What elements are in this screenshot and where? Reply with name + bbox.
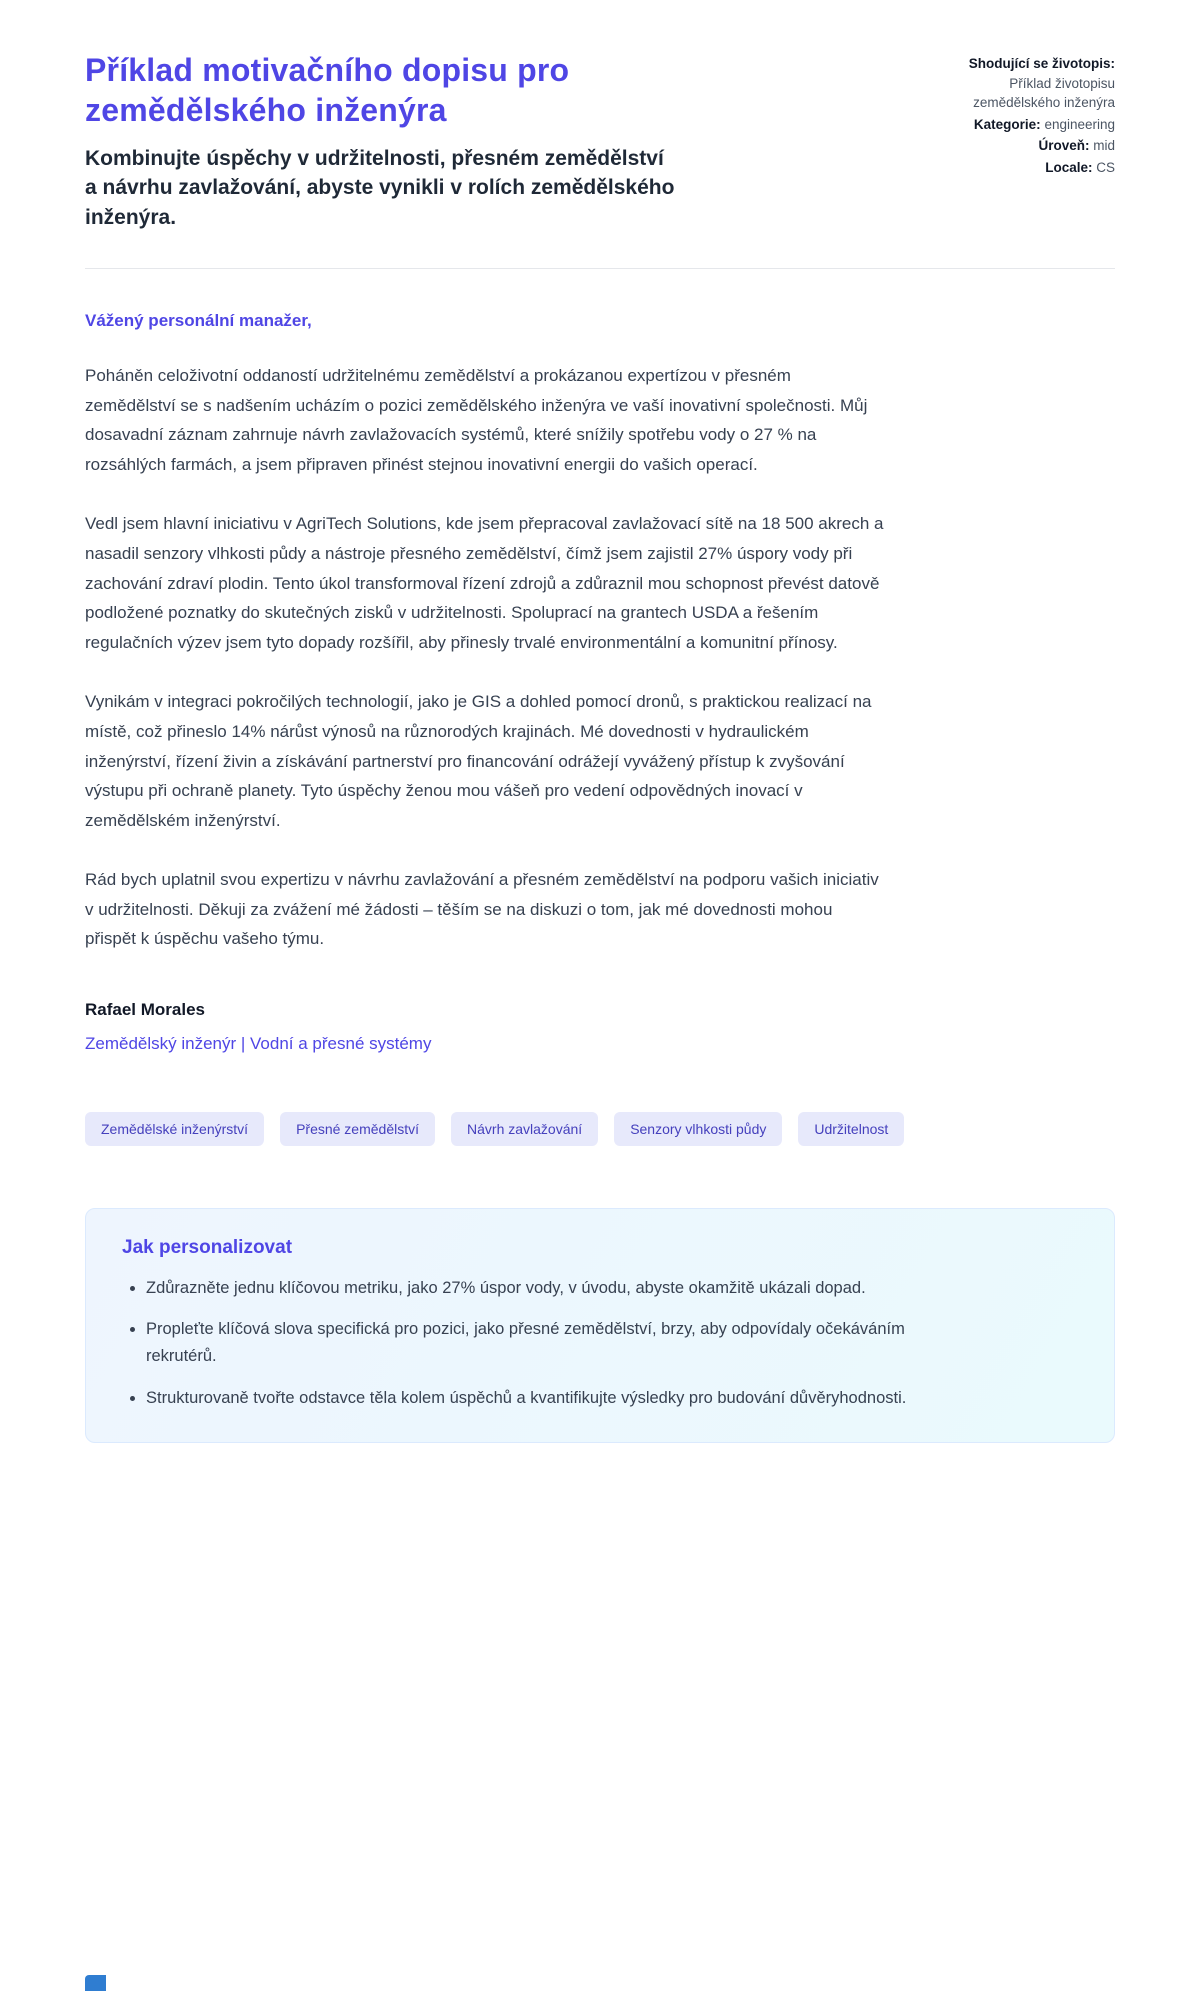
cutoff-blue-element <box>85 1975 106 1991</box>
page-subtitle: Kombinujte úspěchy v udržitelnosti, přesném zemědělství a návrhu zavlažování, abyste vynikli v rolích zemědělského inženýra. <box>85 147 675 229</box>
meta-matching-resume-value: Příklad životopisu zemědělského inženýra <box>973 75 1115 111</box>
tip-item-3: • Strukturovaně tvořte odstavce těla kolem úspěchů a kvantifikujte výsledky pro budování důvěryhodnosti. <box>146 1385 976 1412</box>
page-title: Příklad motivačního dopisu pro zemědělského inženýra <box>85 52 570 128</box>
content-container <box>85 0 1115 1443</box>
tip-item-2: • Propleťte klíčová slova specifická pro pozici, jako přesné zemědělství, brzy, aby odpovídaly očekáváním rekrutérů. <box>146 1316 976 1370</box>
meta-locale <box>935 158 1115 178</box>
meta-locale-label: Locale: <box>1045 159 1093 175</box>
tips-heading: Jak personalizovat <box>122 1237 293 1258</box>
meta-level-label: Úroveň: <box>1038 138 1090 154</box>
letter-paragraph-3: Vynikám v integraci pokročilých technologií, jako je GIS a dohled pomocí dronů, s praktickou realizací na místě, což přineslo 14% nárůst výnosů na různorodých krajinách. Mé dovednosti v hydraulickém inženýrství, řízení živin a získávání partnerství pro financování odrážejí vyvážený přístup k zvyšování výstupu při ochraně planety. Tyto úspěchy ženou mou vášeň pro vedení odpovědných inovací v zemědělském inženýrství. <box>85 692 872 830</box>
tag-chip-sustainability[interactable]: Udržitelnost <box>798 1112 904 1146</box>
signature-role: Zemědělský inženýr | Vodní a přesné systémy <box>85 1034 432 1053</box>
letter-paragraph-4: Rád bych uplatnil svou expertizu v návrhu zavlažování a přesném zemědělství na podporu vašich iniciativ v udržitelnosti. Děkuji za zvážení mé žádosti – těším se na diskuzi o tom, jak mé dovednosti mohou přispět k úspěchu vašeho týmu. <box>85 870 879 949</box>
cover-letter-body <box>85 311 1115 1054</box>
letter-paragraph-2: Vedl jsem hlavní iniciativu v AgriTech Solutions, kde jsem přepracoval zavlažovací sítě na 18 500 akrech a nasadil senzory vlhkosti půdy a nástroje přesného zemědělství, čímž jsem zajistil 27% úspory vody při zachování zdraví plodin. Tento úkol transformoval řízení zdrojů a zdůraznil mou schopnost převést datově podložené poznatky do skutečných zisků v udržitelnosti. Spoluprací na grantech USDA a řešením regulačních výzev jsem tyto dopady rozšířil, aby přinesly trvalé environmentální a komunitní přínosy. <box>85 514 884 652</box>
tag-chip-agricultural-engineering[interactable]: Zemědělské inženýrství <box>85 1112 264 1146</box>
signature-name: Rafael Morales <box>85 1000 205 1019</box>
tips-box <box>85 1208 1115 1443</box>
meta-locale-value: CS <box>1096 159 1115 175</box>
meta-level <box>935 136 1115 156</box>
meta-matching-resume-label: Shodující se životopis: <box>968 56 1115 71</box>
meta-category <box>935 115 1115 135</box>
header-divider <box>85 268 1115 269</box>
tag-list <box>85 1112 905 1146</box>
tip-item-1: • Zdůrazněte jednu klíčovou metriku, jako 27% úspor vody, v úvodu, abyste okamžitě ukázali dopad. <box>146 1275 976 1302</box>
meta-level-value: mid <box>1093 138 1115 154</box>
tips-list <box>122 1275 976 1412</box>
header <box>85 0 1115 232</box>
meta-matching-resume <box>935 54 1115 113</box>
meta-category-label: Kategorie: <box>973 116 1041 132</box>
meta-category-value: engineering <box>1044 116 1115 132</box>
letter-paragraph-1: Poháněn celoživotní oddaností udržitelnému zemědělství a prokázanou expertízou v přesném zemědělství se s nadšením ucházím o pozici zemědělského inženýra ve vaší inovativní společnosti. Můj dosavadní záznam zahrnuje návrh zavlažovacích systémů, které snížily spotřebu vody o 27 % na rozsáhlých farmách, a jsem připraven přinést stejnou inovativní energii do vašich operací. <box>85 366 868 474</box>
tag-chip-irrigation-design[interactable]: Návrh zavlažování <box>451 1112 598 1146</box>
header-titles <box>85 50 675 232</box>
meta-panel <box>935 50 1115 179</box>
tag-chip-precision-agriculture[interactable]: Přesné zemědělství <box>280 1112 435 1146</box>
salutation: Vážený personální manažer, <box>85 311 312 331</box>
tag-chip-soil-moisture-sensors[interactable]: Senzory vlhkosti půdy <box>614 1112 782 1146</box>
